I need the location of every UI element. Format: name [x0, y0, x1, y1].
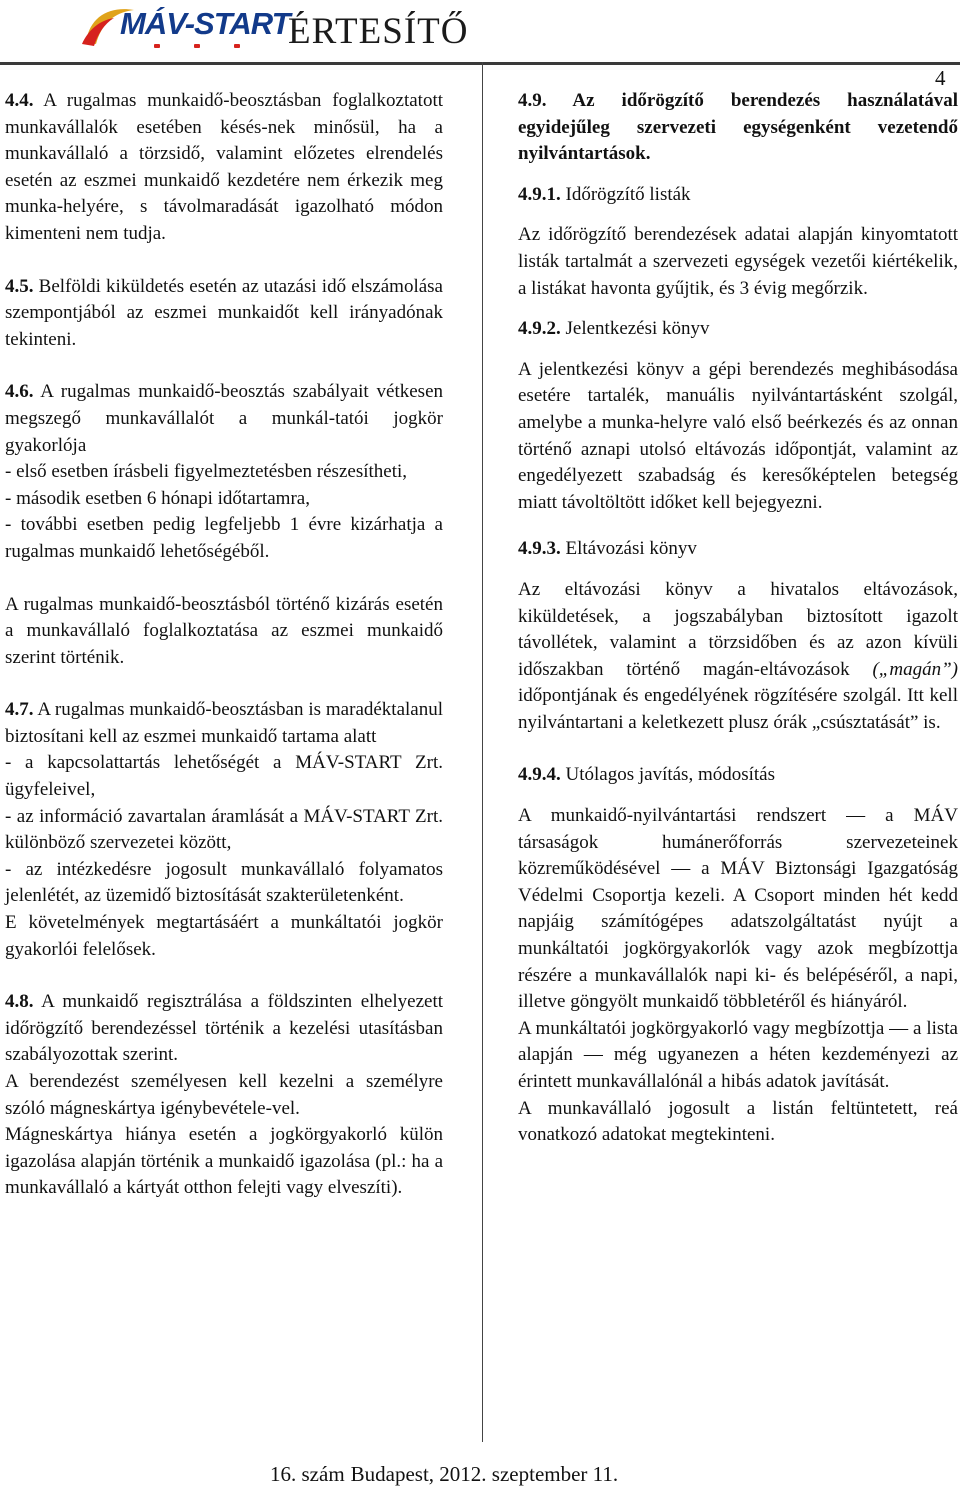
list-item: - második esetben 6 hónapi időtartamra, — [5, 487, 310, 509]
section-title: Utólagos javítás, módosítás — [565, 764, 776, 786]
logo-dots — [154, 44, 240, 48]
section-text: A munkaidő regisztrálása a földszinten elhelyezett időrögzítő berendezéssel történik a kezelési utasításban szabályozottak szerint. — [5, 991, 444, 1066]
section-4-6 — [5, 379, 443, 459]
text-run: Az eltávozási könyv a hivatalos eltávozások, kiküldetések, a jogszabályban biztosított igazolt távollétek, valamint a törzsidőben és az azon kívüli időszakban történő magán-eltávozások — [518, 578, 958, 680]
list-item: - az intézkedésre jogosult munkavállaló folyamatos jelenlétét, az üzemidő biztosítását szakterületenként. — [5, 858, 443, 907]
section-title: Eltávozási könyv — [565, 538, 697, 560]
section-number: 4.5. — [5, 275, 34, 297]
section-number: 4.4. — [5, 90, 34, 111]
page-number: 4 — [935, 66, 946, 90]
section-number: 4.6. — [5, 381, 34, 403]
column-divider — [482, 62, 483, 1442]
text-run: időpontjának és engedélyének rögzítésére szolgál. Itt kell nyilvántartani a keletkezett plusz órák „csúsztatását” is. — [518, 685, 958, 733]
section-number: 4.9.4. — [518, 764, 561, 786]
logo-wordmark: MÁV-START — [120, 6, 290, 41]
section-number: 4.8. — [5, 991, 34, 1013]
section-number: 4.9.2. — [518, 318, 561, 340]
section-text: A rugalmas munkaidő-beosztásban is maradéktalanul biztosítani kell az eszmei munkaidő tartama alatt — [5, 699, 444, 747]
paragraph: A munkaidő-nyilvántartási rendszert ― a MÁV társaságok humánerőforrás szervezeteinek közreműködésével ― a MÁV Biztonsági Igazgatóság Védelmi Csoportja kezeli. A Csoport minden hét kedd napjáig számítógépes adatszolgáltatást nyújt a munkáltatói jogkörgyakorlók vagy azok megbízottja részére a munkavállalók napi ki- és belépéséről, a napi, illetve göngyölt munkaidő többletéről és hiányáról. — [518, 805, 958, 1013]
list-item: - első esetben írásbeli figyelmeztetésben részesítheti, — [5, 461, 408, 483]
paragraph: A jelentkezési könyv a gépi berendezés meghibásodása esetére tartalék, manuális nyilvántartásként szolgál, amelybe a munka-helyre való első beérkezés és az onnan történő aznapi utolsó eltávozás időpontját, valamint az engedélyezett szabadság és keresőképtelen betegség miatt távoltöltött időket kell bejegyezni. — [518, 358, 958, 513]
left-column — [5, 88, 443, 1202]
page-header — [0, 0, 960, 66]
paragraph: A munkavállaló jogosult a listán feltüntetett, reá vonatkozó adatokat megtekinteni. — [518, 1097, 958, 1146]
list-item: - az információ zavartalan áramlását a MÁV-START Zrt. különböző szervezetei között, — [5, 805, 443, 854]
right-column — [518, 88, 958, 1149]
section-4-9-2-heading — [518, 316, 958, 343]
paragraph: E követelmények megtartásáért a munkáltatói jogkör gyakorlói felelősek. — [5, 912, 443, 960]
section-4-9-3-heading — [518, 536, 958, 563]
section-4-5 — [5, 274, 443, 354]
header-rule — [0, 62, 960, 65]
section-number: 4.9.1. — [518, 183, 561, 205]
paragraph: Mágneskártya hiánya esetén a jogkörgyakorló külön igazolása alapján történik a munkaidő igazolása (pl.: ha a munkavállaló a kártyát otthon felejti vagy elveszíti). — [5, 1124, 443, 1199]
paragraph: A rugalmas munkaidő-beosztásból történő kizárás esetén a munkavállaló foglalkoztatása az eszmei munkaidő szerint történik. — [5, 593, 443, 668]
issue-number: 16. szám — [270, 1462, 345, 1486]
section-text: Belföldi kiküldetés esetén az utazási idő elszámolása szempontjából az eszmei munkaidőt kell irányadónak tekinteni. — [5, 275, 443, 350]
publication-title: ÉRTESÍTŐ — [288, 11, 469, 52]
paragraph — [518, 577, 958, 737]
paragraph: A berendezést személyesen kell kezelni a személyre szóló mágneskártya igénybevétele-vel. — [5, 1071, 443, 1119]
emphasis: („magán”) — [872, 658, 958, 680]
section-text: A rugalmas munkaidő-beosztásban foglalkoztatott munkavállalók esetében késés-nek minősül, ha a munkavállaló a törzsidő, valamint előzetes elrendelés esetén az eszmei munkaidő kezdetére nem érkezik meg munka-helyére, s távolmaradását igazolható módon kimenteni nem tudja. — [5, 90, 443, 244]
section-number: 4.7. — [5, 699, 34, 721]
list-item: - a kapcsolattartás lehetőségét a MÁV-START Zrt. ügyfeleivel, — [5, 752, 443, 801]
paragraph: A munkáltatói jogkörgyakorló vagy megbízottja ― a lista alapján ― még ugyanezen a héten kezdeményezi az érintett munkavállalónál a hibás adatok javítását. — [518, 1017, 958, 1092]
page-footer — [270, 1462, 624, 1487]
section-title: Jelentkezési könyv — [565, 318, 710, 340]
section-title: Időrögzítő listák — [565, 183, 691, 205]
section-number: 4.9.3. — [518, 538, 561, 560]
section-4-4 — [5, 88, 443, 248]
mav-start-logo — [80, 4, 290, 54]
section-4-7 — [5, 697, 443, 750]
place-date: Budapest, 2012. szeptember 11. — [350, 1462, 619, 1486]
section-text: A rugalmas munkaidő-beosztás szabályait vétkesen megszegő munkavállalót a munkál-tatói jogkör gyakorlója — [5, 381, 444, 456]
section-4-9-4-heading — [518, 762, 958, 789]
section-4-9-heading: 4.9. Az időrögzítő berendezés használatával egyidejűleg szervezeti egységenként vezetendő nyilvántartások. — [518, 90, 958, 165]
list-item: - további esetben pedig legfeljebb 1 évre kizárhatja a rugalmas munkaidő lehetőségéből. — [5, 514, 443, 562]
section-4-8 — [5, 989, 443, 1069]
paragraph: Az időrögzítő berendezések adatai alapján kinyomtatott listák tartalmát a szervezeti egységek vezetői kiértékelik, a listákat havonta gyűjtik, és 3 évig megőrzik. — [518, 224, 958, 299]
section-4-9-1-heading — [518, 182, 958, 209]
